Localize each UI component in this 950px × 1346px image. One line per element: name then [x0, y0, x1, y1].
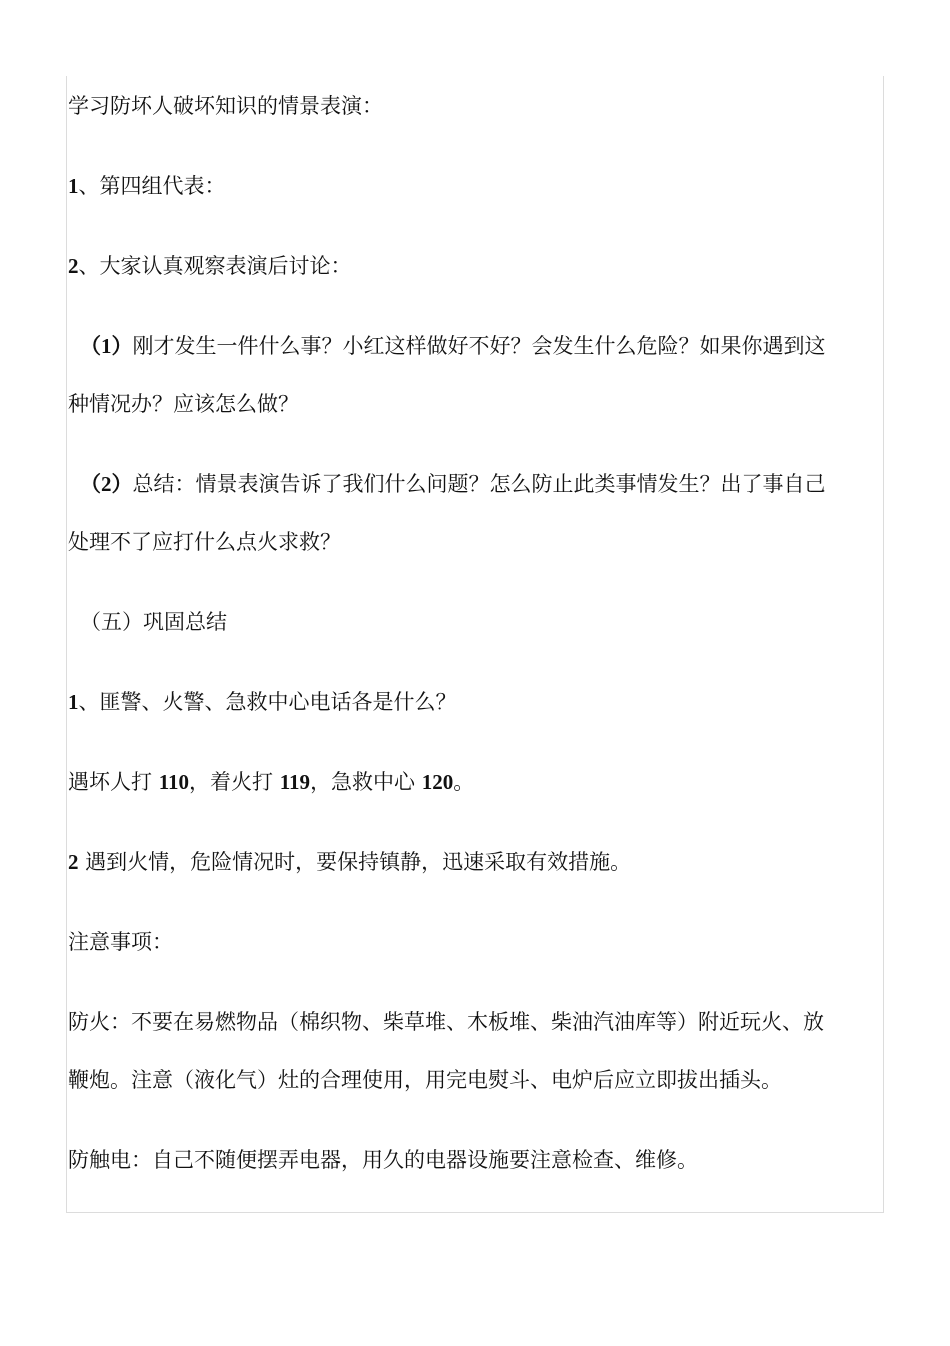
- answer-part-2: ，着火打: [189, 770, 280, 794]
- question-1-text-1: 刚才发生一件什么事？小红这样做好不好？会发生什么危险？如果你遇到这: [132, 334, 826, 358]
- electric-safety-text: 防触电：自己不随便摆弄电器，用久的电器设施要注意检查、维修。: [68, 1148, 698, 1172]
- item-2-number: 2: [68, 254, 79, 278]
- police-number: 110: [158, 770, 190, 794]
- electric-safety-line: [68, 1146, 883, 1174]
- fire-number: 119: [279, 770, 311, 794]
- section-5-heading: [80, 608, 895, 636]
- item-1-line: [68, 172, 883, 200]
- question-2-line-2: [68, 528, 883, 556]
- page-frame: [66, 76, 884, 1213]
- item-1-text: 、第四组代表：: [78, 174, 226, 198]
- fire-safety-text-1: 防火：不要在易燃物品（棉织物、柴草堆、木板堆、柴油汽油库等）附近玩火、放: [68, 1010, 824, 1034]
- item-1-number: 1: [68, 174, 79, 198]
- item-2-line: [68, 252, 883, 280]
- question-2-text-1: 总结：情景表演告诉了我们什么问题？怎么防止此类事情发生？出了事自己: [132, 472, 826, 496]
- phone-answer-line: [68, 768, 883, 796]
- fire-safety-text-2: 鞭炮。注意（液化气）灶的合理使用，用完电熨斗、电炉后应立即拔出插头。: [68, 1068, 782, 1092]
- consolidate-1-number: 1: [68, 690, 79, 714]
- question-1-line-1: [80, 332, 895, 360]
- question-1-number: （1）: [80, 334, 133, 358]
- consolidate-2-number: 2: [68, 850, 79, 874]
- consolidate-1-text: 、匪警、火警、急救中心电话各是什么？: [78, 690, 457, 714]
- answer-part-3: ，急救中心: [310, 770, 422, 794]
- answer-part-4: 。: [453, 770, 475, 794]
- section-5-text: （五）巩固总结: [80, 610, 227, 634]
- heading-text: 学习防坏人破坏知识的情景表演：: [68, 94, 383, 118]
- item-2-text: 、大家认真观察表演后讨论：: [78, 254, 352, 278]
- heading-line: [68, 92, 883, 120]
- answer-part-1: 遇坏人打: [68, 770, 159, 794]
- consolidate-1-line: [68, 688, 883, 716]
- question-2-number: （2）: [80, 472, 133, 496]
- consolidate-2-text: 遇到火情，危险情况时，要保持镇静，迅速采取有效措施。: [78, 850, 632, 874]
- question-2-text-2: 处理不了应打什么点火求救？: [68, 530, 341, 554]
- notes-title-line: [68, 928, 883, 956]
- question-1-text-2: 种情况办？应该怎么做？: [68, 392, 299, 416]
- ambulance-number: 120: [421, 770, 454, 794]
- fire-safety-line-2: [68, 1066, 883, 1094]
- question-2-line-1: [80, 470, 895, 498]
- fire-safety-line-1: [68, 1008, 883, 1036]
- notes-title: 注意事项：: [68, 930, 173, 954]
- question-1-line-2: [68, 390, 883, 418]
- consolidate-2-line: [68, 848, 883, 876]
